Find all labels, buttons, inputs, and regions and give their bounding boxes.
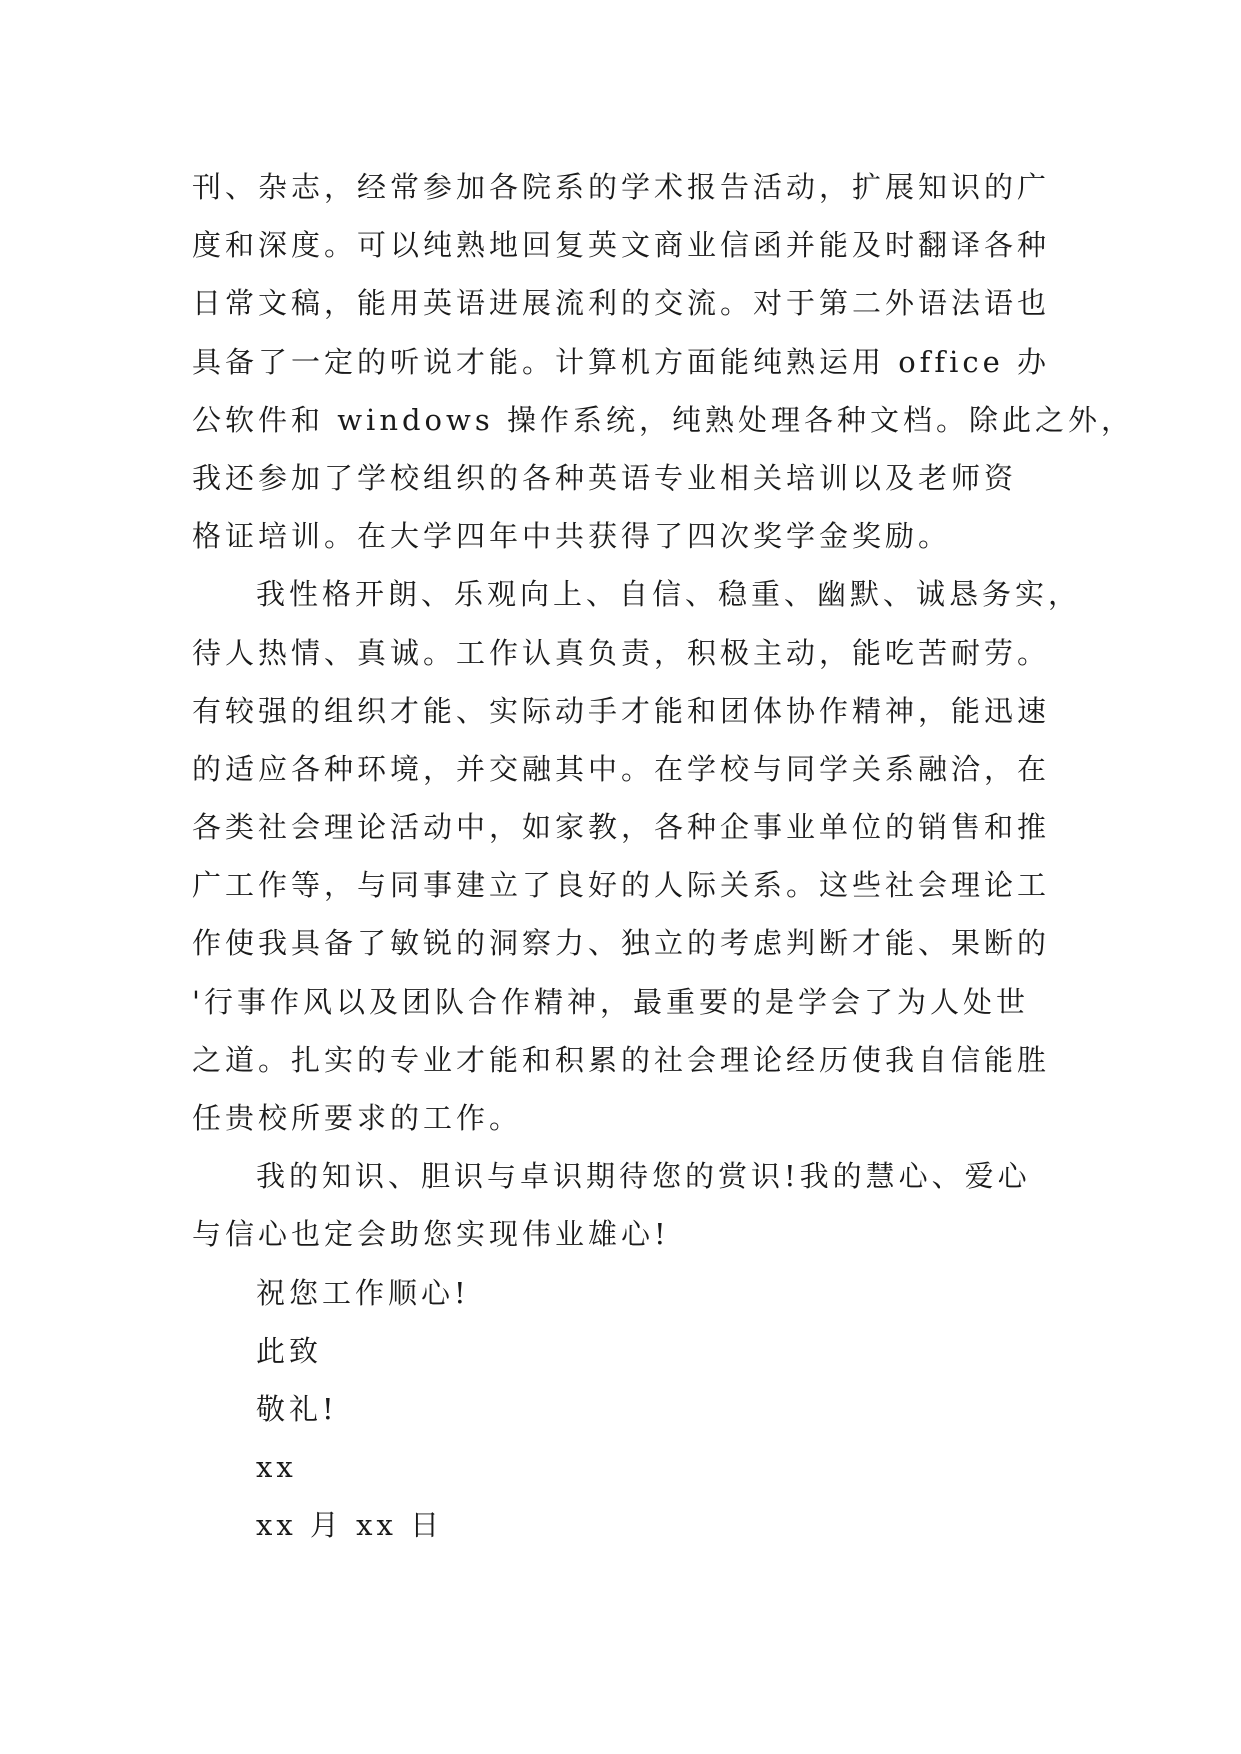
paragraph-3 xyxy=(192,1147,1052,1263)
closing-block xyxy=(192,1264,1052,1555)
closing-salutation-1: 此致 xyxy=(256,1333,323,1368)
text-line: 任贵校所要求的工作。 xyxy=(192,1101,523,1135)
letter-body xyxy=(192,158,1134,1555)
text-line: 广工作等，与同事建立了良好的人际关系。这些社会理论工 xyxy=(192,868,1051,903)
text-line: 待人热情、真诚。工作认真负责，积极主动，能吃苦耐劳。 xyxy=(192,635,1051,670)
closing-salutation-2: 敬礼! xyxy=(256,1391,338,1426)
text-line: 日常文稿，能用英语进展流利的交流。对于第二外语法语也 xyxy=(192,286,1051,321)
text-line: 公软件和 windows 操作系统，纯熟处理各种文档。除此之外， xyxy=(192,402,1134,437)
text-line: 我的知识、胆识与卓识期待您的赏识!我的慧心、爱心 xyxy=(256,1159,1031,1194)
text-line: 与信心也定会助您实现伟业雄心! xyxy=(192,1217,670,1252)
paragraph-1 xyxy=(192,158,1134,565)
text-line: 度和深度。可以纯熟地回复英文商业信函并能及时翻译各种 xyxy=(192,228,1051,263)
text-line: 我性格开朗、乐观向上、自信、稳重、幽默、诚恳务实， xyxy=(256,577,1082,612)
date: xx 月 xx 日 xyxy=(256,1508,444,1543)
text-line: 之道。扎实的专业才能和积累的社会理论经历使我自信能胜 xyxy=(192,1042,1051,1077)
text-line: 的适应各种环境，并交融其中。在学校与同学关系融洽，在 xyxy=(192,751,1051,786)
paragraph-2 xyxy=(192,565,1082,1147)
text-line: '行事作风以及团队合作精神，最重要的是学会了为人处世 xyxy=(192,984,1029,1019)
text-line: 各类社会理论活动中，如家教，各种企事业单位的销售和推 xyxy=(192,810,1051,845)
text-line: 格证培训。在大学四年中共获得了四次奖学金奖励。 xyxy=(192,519,952,554)
text-line: 有较强的组织才能、实际动手才能和团体协作精神，能迅速 xyxy=(192,693,1051,728)
text-line: 作使我具备了敏锐的洞察力、独立的考虑判断才能、果断的 xyxy=(192,926,1051,961)
signature: xx xyxy=(256,1450,297,1485)
text-line: 我还参加了学校组织的各种英语专业相关培训以及老师资 xyxy=(192,460,1018,495)
closing-wish: 祝您工作顺心! xyxy=(256,1275,470,1310)
text-line: 刊、杂志，经常参加各院系的学术报告活动，扩展知识的广 xyxy=(192,170,1051,204)
text-line: 具备了一定的听说才能。计算机方面能纯熟运用 office 办 xyxy=(192,344,1051,379)
